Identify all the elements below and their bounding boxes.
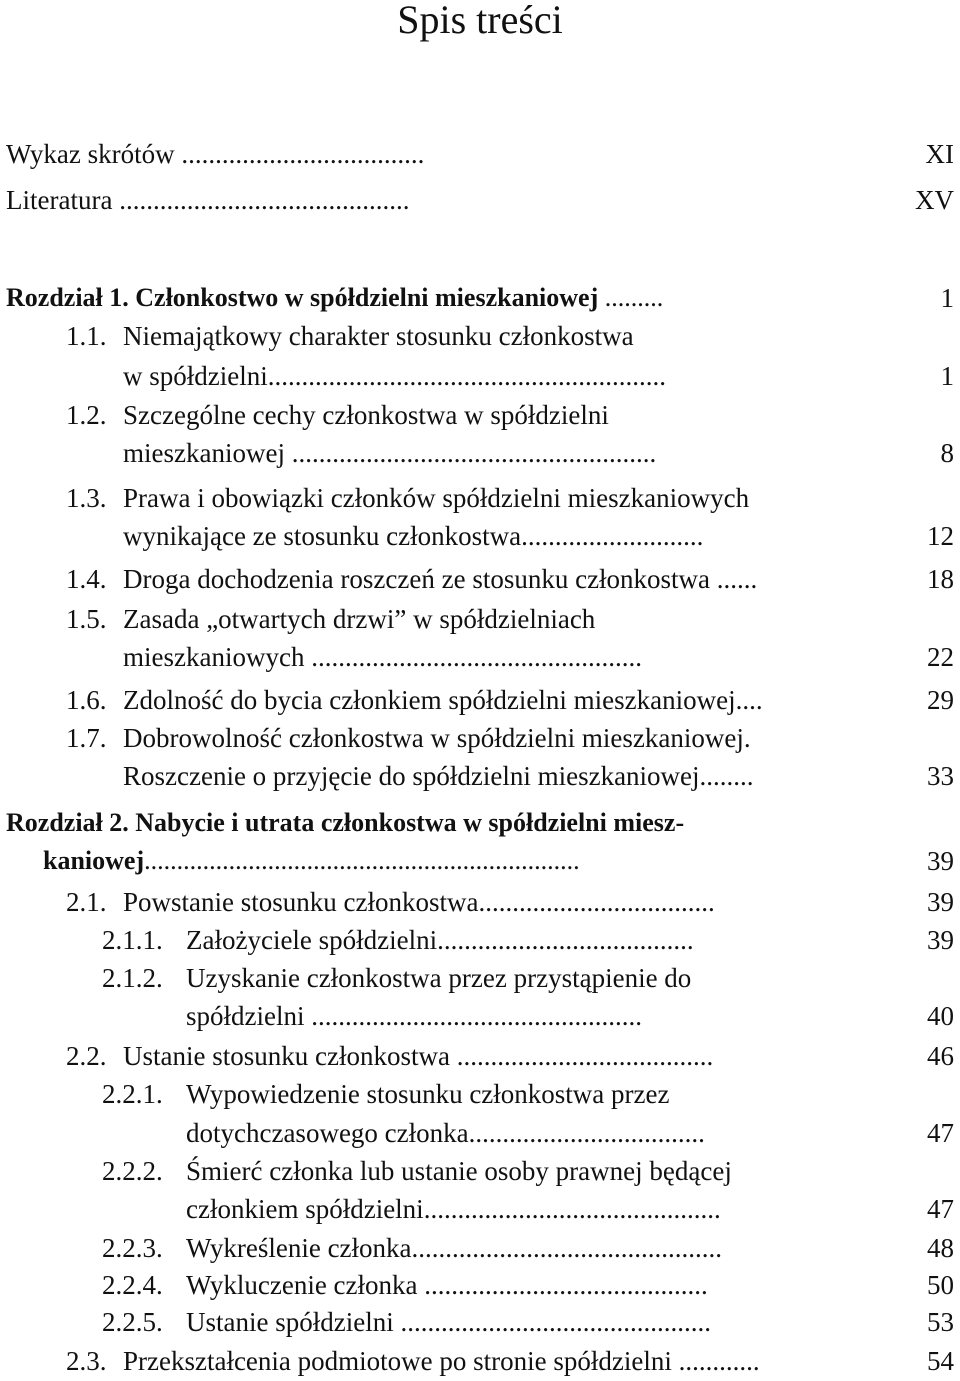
entry-text bbox=[186, 1303, 872, 1341]
entry-leader-dots: .......................................... bbox=[417, 1270, 708, 1300]
toc-entry-continuation bbox=[0, 357, 960, 395]
entry-title: Powstanie stosunku członkostwa bbox=[123, 887, 479, 917]
entry-leader-dots: .............................................. bbox=[393, 1307, 711, 1337]
toc-entry bbox=[0, 135, 960, 173]
entry-text bbox=[186, 997, 872, 1035]
entry-title: Rozdział 2. Nabycie i utrata członkostwa w spółdzielni miesz- bbox=[6, 808, 685, 837]
entry-text bbox=[186, 1190, 872, 1228]
entry-text bbox=[123, 434, 872, 472]
entry-page-number: 1 bbox=[940, 361, 954, 391]
entry-leader-dots: .... bbox=[735, 685, 763, 715]
entry-number: 1.5. bbox=[66, 604, 107, 634]
entry-text bbox=[123, 638, 872, 676]
entry-page-number: XI bbox=[925, 139, 954, 169]
entry-leader-dots: ................................................. bbox=[304, 1001, 642, 1031]
toc-entry bbox=[0, 1152, 960, 1190]
entry-title: Niemajątkowy charakter stosunku członkostwa bbox=[123, 321, 634, 351]
entry-page-number: 54 bbox=[927, 1346, 954, 1376]
entry-title: Dobrowolność członkostwa w spółdzielni mieszkaniowej. bbox=[123, 723, 751, 753]
toc-entry-continuation bbox=[0, 434, 960, 472]
entry-leader-dots: ...................................... bbox=[437, 925, 694, 955]
entry-page-number: 12 bbox=[927, 521, 954, 551]
toc-entry bbox=[0, 921, 960, 959]
entry-title: Rozdział 1. Członkostwo w spółdzielni mieszkaniowej bbox=[6, 283, 599, 312]
entry-page-number: 22 bbox=[927, 642, 954, 672]
entry-leader-dots: ................................... bbox=[478, 887, 715, 917]
entry-text bbox=[123, 357, 872, 395]
entry-text bbox=[186, 1114, 872, 1152]
entry-title: Wykaz skrótów bbox=[6, 139, 175, 169]
entry-title: Szczególne cechy członkostwa w spółdzielni bbox=[123, 400, 609, 430]
entry-page-number: 39 bbox=[927, 846, 954, 876]
toc-entry bbox=[0, 1075, 960, 1113]
entry-title: Uzyskanie członkostwa przez przystąpienie do bbox=[186, 963, 692, 993]
entry-page-number: 48 bbox=[927, 1233, 954, 1263]
entry-leader-dots: ............ bbox=[671, 1346, 760, 1376]
toc-entry bbox=[0, 719, 960, 757]
toc-entry bbox=[0, 560, 960, 598]
entry-title: w spółdzielni bbox=[123, 361, 268, 391]
entry-leader-dots: ......... bbox=[598, 283, 664, 312]
entry-page-number: 33 bbox=[927, 761, 954, 791]
toc-chapter-entry-continuation bbox=[0, 842, 960, 880]
entry-leader-dots: .................................... bbox=[174, 139, 425, 169]
page-title: Spis treści bbox=[397, 0, 563, 42]
toc-entry-continuation bbox=[0, 638, 960, 676]
toc-entry bbox=[0, 1342, 960, 1380]
entry-number: 2.2.3. bbox=[102, 1233, 163, 1263]
entry-text bbox=[123, 757, 872, 795]
entry-leader-dots: .............................................. bbox=[411, 1233, 723, 1263]
entry-title: Przekształcenia podmiotowe po stronie spółdzielni bbox=[123, 1346, 672, 1376]
entry-leader-dots: ................................... bbox=[468, 1118, 705, 1148]
entry-number: 1.7. bbox=[66, 723, 107, 753]
toc-entry bbox=[0, 396, 960, 434]
entry-title: dotychczasowego członka bbox=[186, 1118, 469, 1148]
entry-number: 1.3. bbox=[66, 483, 107, 513]
entry-number: 1.2. bbox=[66, 400, 107, 430]
entry-title: mieszkaniowych bbox=[123, 642, 305, 672]
entry-leader-dots: ........................... bbox=[521, 521, 704, 551]
entry-title: członkiem spółdzielni bbox=[186, 1194, 424, 1224]
entry-page-number: 8 bbox=[940, 438, 954, 468]
toc-entry bbox=[0, 681, 960, 719]
toc-entry-continuation bbox=[0, 1190, 960, 1228]
entry-title: Wykluczenie członka bbox=[186, 1270, 418, 1300]
entry-number: 2.2.1. bbox=[102, 1079, 163, 1109]
entry-number: 2.2. bbox=[66, 1041, 107, 1071]
entry-title: spółdzielni bbox=[186, 1001, 305, 1031]
entry-page-number: 53 bbox=[927, 1307, 954, 1337]
entry-title: Śmierć członka lub ustanie osoby prawnej będącej bbox=[186, 1156, 732, 1186]
entry-number: 1.1. bbox=[66, 321, 107, 351]
toc-entry bbox=[0, 600, 960, 638]
entry-page-number: 29 bbox=[927, 685, 954, 715]
entry-page-number: 46 bbox=[927, 1041, 954, 1071]
entry-text bbox=[186, 921, 872, 959]
toc-entry bbox=[0, 1229, 960, 1267]
entry-text bbox=[123, 883, 872, 921]
entry-page-number: 1 bbox=[940, 283, 954, 313]
entry-leader-dots: ...... bbox=[710, 564, 758, 594]
entry-title: Zasada „otwartych drzwi” w spółdzielniach bbox=[123, 604, 596, 634]
entry-leader-dots: ........ bbox=[699, 761, 754, 791]
entry-title: Zdolność do bycia członkiem spółdzielni mieszkaniowej bbox=[123, 685, 736, 715]
toc-entry bbox=[0, 883, 960, 921]
entry-title: kaniowej bbox=[43, 846, 145, 875]
entry-page-number: XV bbox=[915, 185, 954, 215]
toc-entry bbox=[0, 181, 960, 219]
entry-text bbox=[123, 681, 872, 719]
entry-text bbox=[6, 181, 872, 219]
entry-title: wynikające ze stosunku członkostwa bbox=[123, 521, 522, 551]
entry-page-number: 39 bbox=[927, 925, 954, 955]
entry-leader-dots: ...................................... bbox=[449, 1041, 714, 1071]
entry-number: 2.2.2. bbox=[102, 1156, 163, 1186]
entry-page-number: 39 bbox=[927, 887, 954, 917]
entry-page-number: 50 bbox=[927, 1270, 954, 1300]
entry-text bbox=[6, 279, 872, 317]
entry-text bbox=[123, 560, 872, 598]
entry-number: 1.6. bbox=[66, 685, 107, 715]
entry-leader-dots: ........................................... bbox=[112, 185, 410, 215]
toc-entry-continuation bbox=[0, 1114, 960, 1152]
entry-title: Wykreślenie członka bbox=[186, 1233, 412, 1263]
entry-number: 2.1.1. bbox=[102, 925, 163, 955]
toc-entry-continuation bbox=[0, 757, 960, 795]
entry-text bbox=[186, 1266, 872, 1304]
entry-number: 2.1. bbox=[66, 887, 107, 917]
entry-title: mieszkaniowej bbox=[123, 438, 285, 468]
entry-title: Droga dochodzenia roszczeń ze stosunku członkostwa bbox=[123, 564, 711, 594]
entry-number: 2.2.4. bbox=[102, 1270, 163, 1300]
toc-entry bbox=[0, 1266, 960, 1304]
entry-number: 2.3. bbox=[66, 1346, 107, 1376]
toc-entry bbox=[0, 317, 960, 355]
entry-title: Wypowiedzenie stosunku członkostwa przez bbox=[186, 1079, 670, 1109]
entry-title: Ustanie spółdzielni bbox=[186, 1307, 394, 1337]
entry-text bbox=[123, 1342, 872, 1380]
entry-number: 2.1.2. bbox=[102, 963, 163, 993]
toc-entry-continuation bbox=[0, 517, 960, 555]
entry-leader-dots: ................................................. bbox=[304, 642, 642, 672]
toc-entry-continuation bbox=[0, 997, 960, 1035]
toc-entry bbox=[0, 959, 960, 997]
entry-text bbox=[123, 517, 872, 555]
entry-leader-dots: ................................................................... bbox=[144, 846, 580, 875]
entry-title: Prawa i obowiązki członków spółdzielni mieszkaniowych bbox=[123, 483, 750, 513]
toc-entry bbox=[0, 1037, 960, 1075]
entry-page-number: 47 bbox=[927, 1194, 954, 1224]
entry-number: 1.4. bbox=[66, 564, 107, 594]
entry-text bbox=[186, 1229, 872, 1267]
entry-page-number: 18 bbox=[927, 564, 954, 594]
entry-leader-dots: ...................................................... bbox=[284, 438, 657, 468]
entry-title: Założyciele spółdzielni bbox=[186, 925, 438, 955]
toc-entry bbox=[0, 1303, 960, 1341]
entry-title: Literatura bbox=[6, 185, 113, 215]
entry-title: Roszczenie o przyjęcie do spółdzielni mieszkaniowej bbox=[123, 761, 700, 791]
toc-chapter-entry bbox=[0, 279, 960, 317]
entry-text bbox=[6, 135, 872, 173]
entry-title: Ustanie stosunku członkostwa bbox=[123, 1041, 450, 1071]
entry-leader-dots: ........................................................... bbox=[267, 361, 666, 391]
entry-number: 2.2.5. bbox=[102, 1307, 163, 1337]
entry-page-number: 47 bbox=[927, 1118, 954, 1148]
entry-text bbox=[43, 842, 872, 880]
entry-page-number: 40 bbox=[927, 1001, 954, 1031]
entry-leader-dots: ............................................ bbox=[423, 1194, 721, 1224]
entry-text bbox=[123, 1037, 872, 1075]
toc-entry bbox=[0, 479, 960, 517]
toc-chapter-entry bbox=[0, 804, 960, 842]
